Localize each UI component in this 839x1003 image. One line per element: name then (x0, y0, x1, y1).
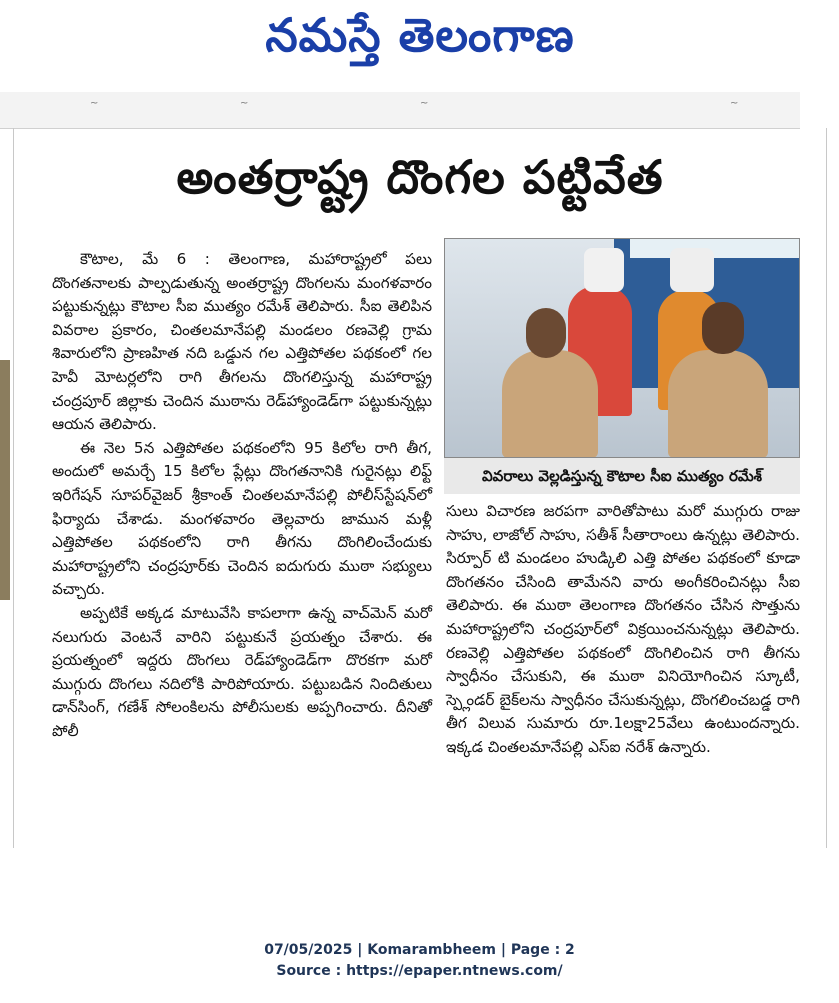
article-column-1 (52, 248, 432, 743)
photo-frame (444, 238, 800, 458)
previous-article-strip: ~ ~ ~ ~ (0, 92, 800, 129)
article-paragraph: అప్పటికే అక్కడ మాటువేసి కాపలాగా ఉన్న వాచ్‌మెన్ మరో నలుగురు వెంటనే వారిని పట్టుకునే ప్రయత్నం చేశారు. ఈ ప్రయత్నంలో ఇద్దరు దొంగలు రెడ్‌హ్యాండెడ్‌గా దొరకగా మరో ముగ్గురు దొంగలు నదిలోకి పారిపోయారు. పట్టుబడిన నిందితులు డాన్‌సింగ్, గణేశ్ సోలంకిలను పోలీసులకు అప్పగించారు. దీనితో పోలీ (52, 603, 432, 740)
article-paragraph: కౌటాల, మే 6 : తెలంగాణ, మహారాష్ట్రలో పలు దొంగతనాలకు పాల్పడుతున్న అంతర్రాష్ట్ర దొంగలను మంగళవారం పట్టుకున్నట్లు కౌటాల సీఐ ముత్యం రమేశ్ తెలిపారు. సీఐ తెలిపిన వివరాల ప్రకారం, చింతలమానేపల్లి మండలం రణవెల్లి గ్రామ శివారులోని ప్రాణహిత నది ఒడ్డున గల ఎత్తిపోతల పథకంలో గల హెవీ మోటర్లలోని రాగి తీగలను దొంగలిస్తున్న మహారాష్ట్ర చంద్రపూర్ జిల్లాకు చెందిన ముఠాను రెడ్‌హ్యాండెడ్‌గా పట్టుకున్నట్లు ఆయన తెలిపారు. (52, 250, 432, 434)
photo-caption: వివరాలు వెల్లడిస్తున్న కౌటాల సీఐ ముత్యం రమేశ్ (444, 458, 800, 494)
page-footer (0, 940, 839, 982)
newspaper-logo: నమస్తే తెలంగాణ (265, 8, 575, 62)
article-paragraph: సులు విచారణ జరపగా వారితోపాటు మరో ముగ్గురు రాజు సాహు, లాజోల్ సాహు, సతీశ్ సీతారాంలు ఉన్నట్లు తెలిపారు. సిర్పూర్ టి మండలం హుడ్కిలి ఎత్తి పోతల పథకంలో కూడా దొంగతనం చేసింది తామేనని వారు అంగీకరించినట్లు సీఐ తెలిపారు. ఈ ముఠా తెలంగాణ దొంగతనం చేసిన సొత్తును మహారాష్ట్రలోని చంద్రపూర్‌లో విక్రయించనున్నట్లు తెలిపారు. రణవెల్లి ఎత్తిపోతల పథకంలో దొంగిలించిన రాగి తీగను స్వాధీనం చేసుకుని, ఈ ముఠా వినియోగించిన స్కూటీ, స్ప్లెండర్ బైక్‌లను స్వాధీనం చేసుకున్నట్లు, దొంగలించబడ్డ రాగి తీగ విలువ సుమారు రూ.1లక్షా25వేలు ఉంటుందన్నారు. ఇక్కడ చింతలమానేపల్లి ఎస్ఐ నరేశ్ ఉన్నారు. (446, 502, 800, 756)
adjacent-article-edge (0, 128, 12, 828)
article-paragraph: ఈ నెల 5న ఎత్తిపోతల పథకంలోని 95 కిలోల రాగి తీగ, అందులో అమర్చే 15 కిలోల ప్లేట్లు దొంగతనానికి గురైనట్లు లిఫ్ట్ ఇరిగేషన్ సూపర్‌వైజర్ శ్రీకాంత్ చింతలమానేపల్లి పోలీస్‌స్టేషన్‌లో ఫిర్యాదు చేశాడు. మంగళవారం తెల్లవారు జామున మళ్లీ ఎత్తిపోతల పథకంలోని రాగి తీగను దొంగిలించేందుకు మహారాష్ట్రలోని చంద్రపూర్‌కు చెందిన ఐదుగురు ముఠా సభ్యులు వచ్చారు. (52, 438, 432, 599)
source-link[interactable]: Source : https://epaper.ntnews.com/ (276, 963, 563, 979)
masthead (0, 0, 839, 90)
adjacent-photo-fragment (0, 360, 10, 600)
article-headline: అంతర్రాష్ట్ర దొంగల పట్టివేత (176, 150, 664, 204)
article-column-2 (446, 500, 800, 760)
column-divider-left (13, 128, 14, 848)
column-divider-right (826, 128, 827, 848)
edition-info: 07/05/2025 | Komarambheem | Page : 2 (264, 942, 575, 958)
